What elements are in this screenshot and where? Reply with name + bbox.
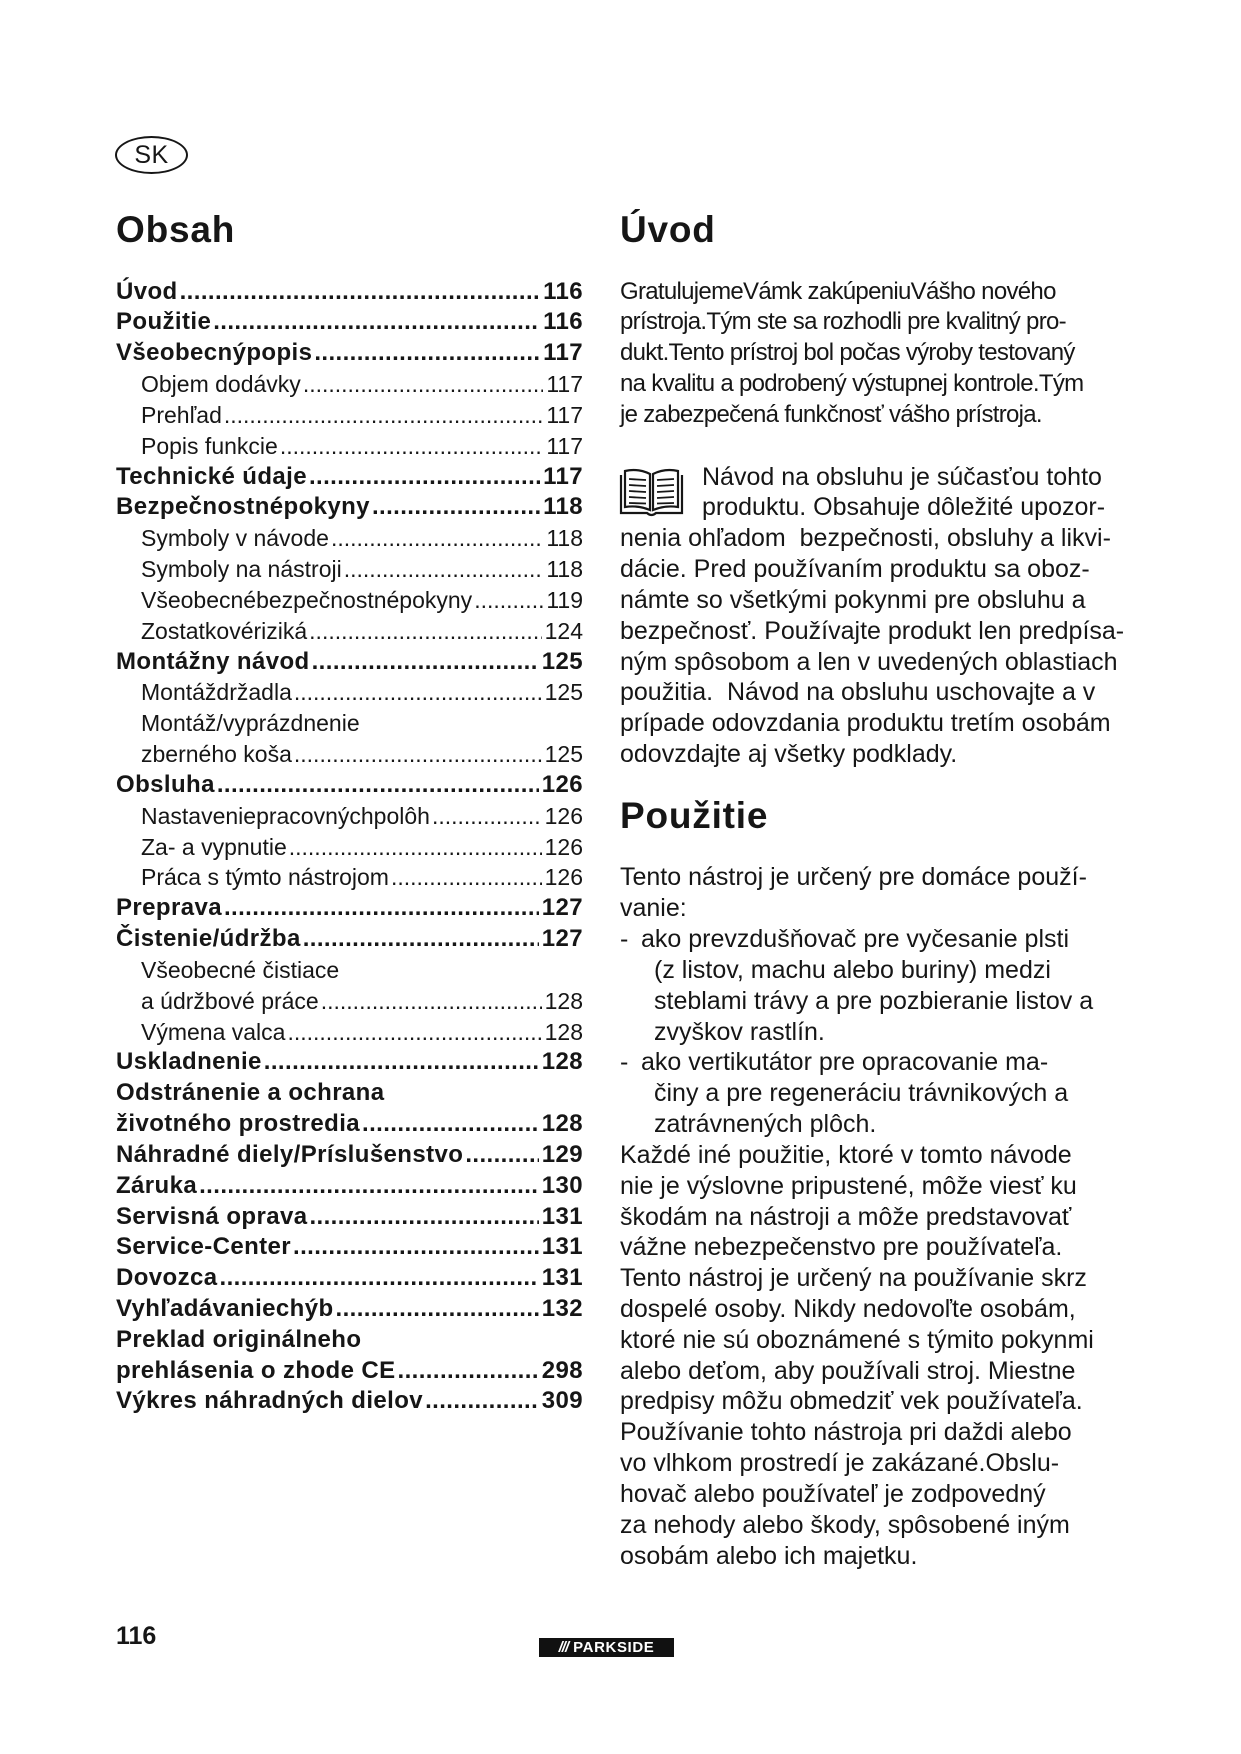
toc-entry bbox=[116, 1294, 583, 1325]
toc-entry-label: Technické údaje bbox=[116, 462, 307, 490]
text-line: GratulujemeVámk zakúpeniuVášho nového bbox=[620, 277, 1056, 305]
dot-leader bbox=[280, 431, 544, 462]
toc-entry bbox=[116, 1386, 583, 1417]
page-number: 116 bbox=[116, 1622, 157, 1650]
toc-entry bbox=[116, 307, 583, 338]
toc-entry-label: Práca s týmto nástrojom bbox=[141, 864, 389, 891]
bullet-text bbox=[641, 1047, 1180, 1139]
toc-entry-page: 119 bbox=[546, 586, 583, 613]
toc-entry-label: Montáž/vyprázdnenie bbox=[141, 710, 360, 737]
toc-entry-label: Dovozca bbox=[116, 1264, 218, 1292]
toc-entry-page: 117 bbox=[543, 339, 583, 367]
dot-leader bbox=[391, 862, 542, 893]
toc-entry-page: 116 bbox=[543, 308, 583, 336]
text-line: použitia. Návod na obsluhu uschovajte a v bbox=[620, 678, 1096, 707]
text-line: vanie: bbox=[620, 894, 687, 923]
toc-entry-page: 132 bbox=[541, 1294, 583, 1322]
toc-entry-label: Preprava bbox=[116, 894, 222, 922]
dot-leader bbox=[220, 1263, 539, 1294]
toc-entry bbox=[116, 893, 583, 924]
dot-leader bbox=[293, 1232, 539, 1263]
dot-leader bbox=[312, 647, 539, 678]
toc-entry bbox=[116, 1202, 583, 1233]
toc-entry-page: 126 bbox=[541, 770, 583, 798]
toc-entry-label: Použitie bbox=[116, 308, 212, 336]
intro-paragraph bbox=[620, 277, 1180, 431]
text-line: na kvalitu a podrobený výstupnej kontrole.Tým bbox=[620, 370, 1084, 398]
dot-leader bbox=[217, 770, 539, 801]
text-line: zvyškov rastlín. bbox=[654, 1017, 825, 1046]
toc-entry-page: 298 bbox=[541, 1356, 583, 1384]
toc-entry-page: 128 bbox=[544, 1018, 583, 1045]
toc-entry bbox=[116, 862, 583, 893]
dot-leader bbox=[425, 1386, 539, 1417]
text-line: ným spôsobom a len v uvedených oblastiach bbox=[620, 647, 1118, 676]
toc-entry bbox=[116, 1078, 583, 1109]
text-line: nenia ohľadom bezpečnosti, obsluhy a likvi- bbox=[620, 524, 1111, 553]
toc-entry-label: Všeobecnébezpečnostnépokyny bbox=[141, 586, 473, 613]
toc-entry-page: 118 bbox=[546, 556, 583, 583]
dot-leader bbox=[294, 739, 542, 770]
toc-entry-page: 129 bbox=[541, 1140, 583, 1168]
text-line: prípade odovzdania produktu tretím osobám bbox=[620, 709, 1111, 738]
toc-entry-page: 126 bbox=[544, 864, 583, 891]
text-line: Návod na obsluhu je súčasťou tohto bbox=[702, 462, 1102, 491]
toc-entry-label: a údržbové práce bbox=[141, 987, 319, 1014]
toc-entry bbox=[116, 431, 583, 462]
text-line: steblami trávy a pre pozbieranie listov a bbox=[654, 986, 1094, 1015]
toc-entry bbox=[116, 647, 583, 678]
toc-entry-label: Úvod bbox=[116, 277, 178, 305]
language-badge: SK bbox=[115, 136, 188, 174]
toc-entry-page: 124 bbox=[544, 617, 583, 644]
text-line: dácie. Pred používaním produktu sa oboz- bbox=[620, 555, 1090, 584]
toc-entry-page: 118 bbox=[546, 525, 583, 552]
toc-entry-page: 126 bbox=[544, 833, 583, 860]
dot-leader bbox=[199, 1171, 539, 1202]
toc-entry-label: Preklad originálneho bbox=[116, 1325, 362, 1353]
text-line: činy a pre regeneráciu trávnikových a bbox=[654, 1079, 1069, 1108]
toc-title: Obsah bbox=[116, 209, 236, 250]
toc-entry bbox=[116, 338, 583, 369]
text-line: produktu. Obsahuje dôležité upozor- bbox=[702, 493, 1106, 522]
dot-leader bbox=[224, 893, 539, 924]
usage-bullet-scarifier bbox=[620, 1047, 1180, 1139]
toc-entry-label: Nastaveniepracovnýchpolôh bbox=[141, 802, 430, 829]
toc-entry-label: Montáždržadla bbox=[141, 679, 292, 706]
toc-entry-page: 127 bbox=[541, 894, 583, 922]
dot-leader bbox=[180, 277, 540, 308]
toc-entry-label: Prehľad bbox=[141, 401, 222, 428]
toc-entry bbox=[116, 492, 583, 523]
toc-entry bbox=[116, 832, 583, 863]
toc-entry-label: Za- a vypnutie bbox=[141, 833, 287, 860]
dot-leader bbox=[321, 986, 542, 1017]
dot-leader bbox=[372, 492, 540, 523]
logo-brand: PARKSIDE bbox=[573, 1639, 655, 1656]
toc-entry-page: 125 bbox=[544, 741, 583, 768]
toc-entry bbox=[116, 739, 583, 770]
dot-leader bbox=[465, 1140, 538, 1171]
logo-stripes: /// bbox=[558, 1639, 569, 1656]
toc-entry-page: 131 bbox=[541, 1202, 583, 1230]
toc-entry-page: 131 bbox=[541, 1264, 583, 1292]
toc-entry-label: životného prostredia bbox=[116, 1110, 361, 1138]
text-line: námte so všetkými pokynmi pre obsluhu a bbox=[620, 585, 1086, 614]
dot-leader bbox=[474, 585, 543, 616]
toc-entry-page: 128 bbox=[541, 1048, 583, 1076]
dot-leader bbox=[309, 1202, 538, 1233]
text-line: vážne nebezpečenstvo pre používateľa. bbox=[620, 1233, 1063, 1262]
toc-entry bbox=[116, 585, 583, 616]
toc-entry-label: Montážny návod bbox=[116, 647, 310, 675]
toc-entry-page: 125 bbox=[544, 679, 583, 706]
toc-entry-label: Náhradné diely/Príslušenstvo bbox=[116, 1140, 464, 1168]
text-line: Tento nástroj je určený na používanie skrz bbox=[620, 1264, 1087, 1293]
toc-entry-label: zberného koša bbox=[141, 741, 292, 768]
toc-entry-page: 130 bbox=[541, 1171, 583, 1199]
bullet-text bbox=[641, 924, 1180, 1047]
parkside-logo bbox=[539, 1638, 674, 1657]
toc-entry-page: 131 bbox=[541, 1233, 583, 1261]
usage-body bbox=[620, 1140, 1180, 1572]
manual-note-text bbox=[620, 462, 1180, 770]
text-line: dospelé osoby. Nikdy nedovoľte osobám, bbox=[620, 1294, 1076, 1323]
dot-leader bbox=[331, 523, 543, 554]
text-line: alebo deťom, aby používali stroj. Miestne bbox=[620, 1356, 1076, 1385]
toc-entry-label: prehlásenia o zhode CE bbox=[116, 1356, 396, 1384]
toc-entry bbox=[116, 801, 583, 832]
toc-entry bbox=[116, 1171, 583, 1202]
toc-entry bbox=[116, 400, 583, 431]
dot-leader bbox=[303, 369, 544, 400]
toc-entry-label: Všeobecné čistiace bbox=[141, 956, 340, 983]
toc-entry-page: 118 bbox=[543, 493, 583, 521]
dot-leader bbox=[398, 1356, 539, 1387]
text-line: prístroja.Tým ste sa rozhodli pre kvalitný pro- bbox=[620, 308, 1066, 336]
toc-entry-label: Obsluha bbox=[116, 770, 215, 798]
toc-entry bbox=[116, 1356, 583, 1387]
dot-leader bbox=[309, 616, 541, 647]
toc-entry-page: 128 bbox=[541, 1110, 583, 1138]
toc-entry bbox=[116, 1017, 583, 1048]
toc-entry bbox=[116, 1109, 583, 1140]
text-line: hovač alebo používateľ je zodpovedný bbox=[620, 1479, 1046, 1508]
text-line: škodám na nástroji a môže predstavovať bbox=[620, 1202, 1072, 1231]
toc-entry-label: Servisná oprava bbox=[116, 1202, 308, 1230]
text-line: bezpečnosť. Používajte produkt len predpísa- bbox=[620, 616, 1125, 645]
text-line: odovzdajte aj všetky podklady. bbox=[620, 740, 958, 769]
dot-leader bbox=[309, 462, 540, 493]
toc-entry-page: 117 bbox=[546, 432, 583, 459]
toc-entry-label: Výmena valca bbox=[141, 1018, 286, 1045]
toc-entry-label: Uskladnenie bbox=[116, 1048, 262, 1076]
toc-entry bbox=[116, 1263, 583, 1294]
dot-leader bbox=[303, 924, 539, 955]
dot-leader bbox=[314, 338, 540, 369]
toc-entry-page: 117 bbox=[546, 371, 583, 398]
toc-entry-label: Service-Center bbox=[116, 1233, 292, 1261]
dot-leader bbox=[344, 554, 544, 585]
toc-entry bbox=[116, 924, 583, 955]
toc-entry-page: 116 bbox=[543, 277, 583, 305]
toc-entry-page: 117 bbox=[546, 401, 583, 428]
text-line: ktoré nie sú oboznámené s týmito pokynmi bbox=[620, 1325, 1094, 1354]
dot-leader bbox=[294, 677, 542, 708]
dot-leader bbox=[289, 832, 542, 863]
text-line: osobám alebo ich majetku. bbox=[620, 1541, 918, 1570]
toc-entry-label: Objem dodávky bbox=[141, 371, 301, 398]
text-line: nie je výslovne pripustené, môže viesť ku bbox=[620, 1171, 1077, 1200]
toc-entry-page: 126 bbox=[544, 802, 583, 829]
dot-leader bbox=[336, 1294, 539, 1325]
text-line: dukt.Tento prístroj bol počas výroby testovaný bbox=[620, 339, 1075, 367]
text-line: ako prevzdušňovač pre vyčesanie plsti bbox=[641, 925, 1070, 954]
toc-entry-page: 309 bbox=[541, 1387, 583, 1415]
toc-entry-page: 128 bbox=[544, 987, 583, 1014]
text-line: vo vlhkom prostredí je zakázané.Obslu- bbox=[620, 1449, 1060, 1478]
bullet-marker: - bbox=[620, 925, 629, 954]
toc-entry bbox=[116, 462, 583, 493]
manual-note bbox=[620, 462, 1180, 770]
toc-entry-page: 127 bbox=[541, 925, 583, 953]
toc-entry bbox=[116, 1325, 583, 1356]
text-line: Tento nástroj je určený pre domáce použí- bbox=[620, 863, 1087, 892]
bullet-marker: - bbox=[620, 1048, 629, 1077]
toc-entry bbox=[116, 708, 583, 739]
text-line: Používanie tohto nástroja pri daždi alebo bbox=[620, 1418, 1072, 1447]
text-line: za nehody alebo škody, spôsobené iným bbox=[620, 1510, 1070, 1539]
usage-intro bbox=[620, 862, 1180, 924]
toc-entry-label: Výkres náhradných dielov bbox=[116, 1387, 424, 1415]
dot-leader bbox=[362, 1109, 539, 1140]
text-line: ako vertikutátor pre opracovanie ma- bbox=[641, 1048, 1049, 1077]
toc-entry bbox=[116, 1140, 583, 1171]
toc-entry-label: Zostatkovériziká bbox=[141, 617, 308, 644]
table-of-contents bbox=[116, 209, 583, 1417]
section-title-intro: Úvod bbox=[620, 209, 716, 250]
toc-entry bbox=[116, 1232, 583, 1263]
text-line: zatrávnených plôch. bbox=[654, 1110, 877, 1139]
toc-entry-label: Záruka bbox=[116, 1171, 198, 1199]
text-line: Každé iné použitie, ktoré v tomto návode bbox=[620, 1140, 1072, 1169]
dot-leader bbox=[213, 307, 540, 338]
dot-leader bbox=[432, 801, 542, 832]
toc-entry-label: Vyhľadávaniechýb bbox=[116, 1294, 334, 1322]
usage-bullet-aerator bbox=[620, 924, 1180, 1047]
text-line: je zabezpečená funkčnosť vášho prístroja. bbox=[620, 400, 1042, 428]
toc-entry bbox=[116, 1047, 583, 1078]
dot-leader bbox=[224, 400, 543, 431]
content-column bbox=[620, 209, 1180, 1571]
toc-entry-label: Bezpečnostnépokyny bbox=[116, 493, 370, 521]
toc-entry bbox=[116, 616, 583, 647]
dot-leader bbox=[287, 1017, 541, 1048]
toc-entry bbox=[116, 277, 583, 308]
toc-entry bbox=[116, 955, 583, 986]
open-book-icon bbox=[618, 466, 685, 519]
toc-entry bbox=[116, 986, 583, 1017]
toc-entry bbox=[116, 369, 583, 400]
toc-entry-page: 125 bbox=[541, 647, 583, 675]
toc-entry bbox=[116, 554, 583, 585]
text-line: (z listov, machu alebo buriny) medzi bbox=[654, 955, 1051, 984]
toc-entry bbox=[116, 770, 583, 801]
toc-entry bbox=[116, 677, 583, 708]
toc-entry-page: 117 bbox=[543, 462, 583, 490]
section-title-usage: Použitie bbox=[620, 794, 769, 836]
toc-entry bbox=[116, 523, 583, 554]
toc-entry-label: Symboly v návode bbox=[141, 525, 329, 552]
dot-leader bbox=[264, 1047, 539, 1078]
toc-entry-label: Čistenie/údržba bbox=[116, 925, 301, 953]
toc-entry-label: Popis funkcie bbox=[141, 432, 278, 459]
toc-entry-label: Všeobecnýpopis bbox=[116, 339, 313, 367]
toc-entry-label: Odstránenie a ochrana bbox=[116, 1079, 385, 1107]
text-line: predpisy môžu obmedziť vek používateľa. bbox=[620, 1387, 1083, 1416]
toc-entry-label: Symboly na nástroji bbox=[141, 556, 342, 583]
